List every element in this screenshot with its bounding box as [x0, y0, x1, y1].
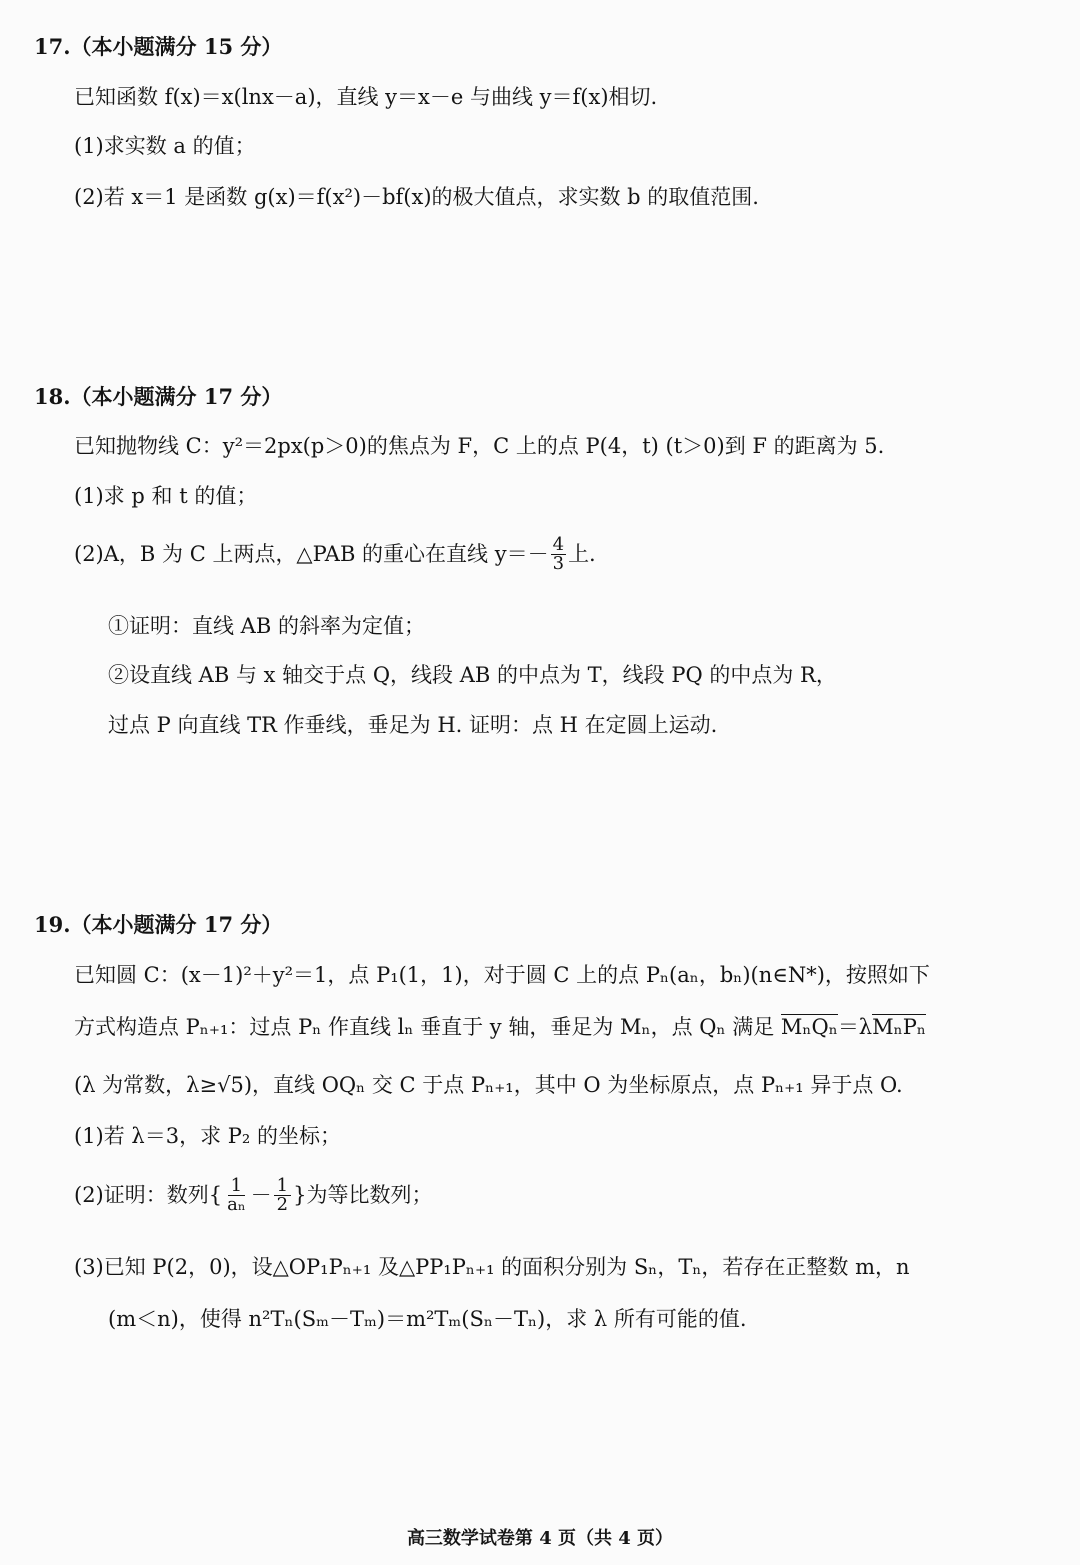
fraction-denominator: 3 — [552, 553, 565, 574]
q18-sub2: ②设直线 AB 与 x 轴交于点 Q，线段 AB 的中点为 T，线段 PQ 的中点为 R， — [108, 663, 837, 687]
q19-part3-line2: (m＜n)，使得 n²Tₙ(Sₘ－Tₘ)＝m²Tₘ(Sₙ－Tₙ)，求 λ 所有可能的值. — [108, 1307, 747, 1331]
fraction-denominator: aₙ — [227, 1194, 246, 1215]
q18-stem: 已知抛物线 C：y²＝2px(p＞0)的焦点为 F，C 上的点 P(4，t) (t＞0)到 F 的距离为 5. — [74, 434, 885, 458]
q17-part1: (1)求实数 a 的值； — [74, 134, 256, 158]
page-footer: 高三数学试卷第 4 页（共 4 页） — [406, 1528, 674, 1549]
fraction-numerator: 4 — [552, 534, 565, 555]
q18-sub1: ①证明：直线 AB 的斜率为定值； — [108, 614, 425, 638]
q19-part2-end: }为等比数列； — [293, 1183, 433, 1207]
fraction-numerator: 1 — [228, 1177, 245, 1196]
q19-stem-line2 — [74, 1014, 926, 1038]
q18-part2-end: 上. — [568, 542, 596, 566]
q18-sub2-cont: 过点 P 向直线 TR 作垂线，垂足为 H. 证明：点 H 在定圆上运动. — [108, 713, 718, 737]
q18-part2-text: (2)A，B 为 C 上两点，△PAB 的重心在直线 y＝－ — [74, 542, 549, 566]
fraction — [224, 1177, 249, 1214]
q17-header: 17.（本小题满分 15 分） — [34, 34, 283, 59]
fraction-numerator: 1 — [274, 1177, 291, 1196]
q17-part2: (2)若 x＝1 是函数 g(x)＝f(x²)－bf(x)的极大值点，求实数 b 的取值范围. — [74, 185, 759, 209]
q18-header: 18.（本小题满分 17 分） — [34, 384, 283, 409]
q19-part1: (1)若 λ＝3，求 P₂ 的坐标； — [74, 1124, 341, 1148]
fraction-denominator: 2 — [276, 1194, 289, 1215]
minus-sign: － — [250, 1183, 272, 1207]
fraction — [551, 536, 566, 573]
vector-mq: MₙQₙ — [780, 1015, 838, 1039]
q18-part1: (1)求 p 和 t 的值； — [74, 484, 258, 508]
q19-header: 19.（本小题满分 17 分） — [34, 912, 283, 937]
q19-part2 — [74, 1177, 432, 1214]
q19-stem-line3: (λ 为常数，λ≥√5)，直线 OQₙ 交 C 于点 Pₙ₊₁，其中 O 为坐标原点，点 Pₙ₊₁ 异于点 O. — [74, 1073, 903, 1097]
q19-part2-text: (2)证明：数列{ — [74, 1183, 223, 1207]
vector-mp: MₙPₙ — [872, 1015, 926, 1039]
q17-stem: 已知函数 f(x)＝x(lnx－a)，直线 y＝x－e 与曲线 y＝f(x)相切. — [74, 85, 658, 109]
q19-stem2-eq: ＝λ — [837, 1015, 873, 1039]
q19-stem2-text: 方式构造点 Pₙ₊₁：过点 Pₙ 作直线 lₙ 垂直于 y 轴，垂足为 Mₙ，点 Qₙ 满足 — [74, 1015, 781, 1039]
q19-part3-line1: (3)已知 P(2，0)，设△OP₁Pₙ₊₁ 及△PP₁Pₙ₊₁ 的面积分别为 Sₙ，Tₙ，若存在正整数 m，n — [74, 1255, 910, 1279]
q18-part2 — [74, 536, 596, 573]
q19-stem-line1: 已知圆 C：(x－1)²＋y²＝1，点 P₁(1，1)，对于圆 C 上的点 Pₙ(aₙ，bₙ)(n∈N*)，按照如下 — [74, 963, 930, 987]
fraction — [274, 1177, 291, 1214]
